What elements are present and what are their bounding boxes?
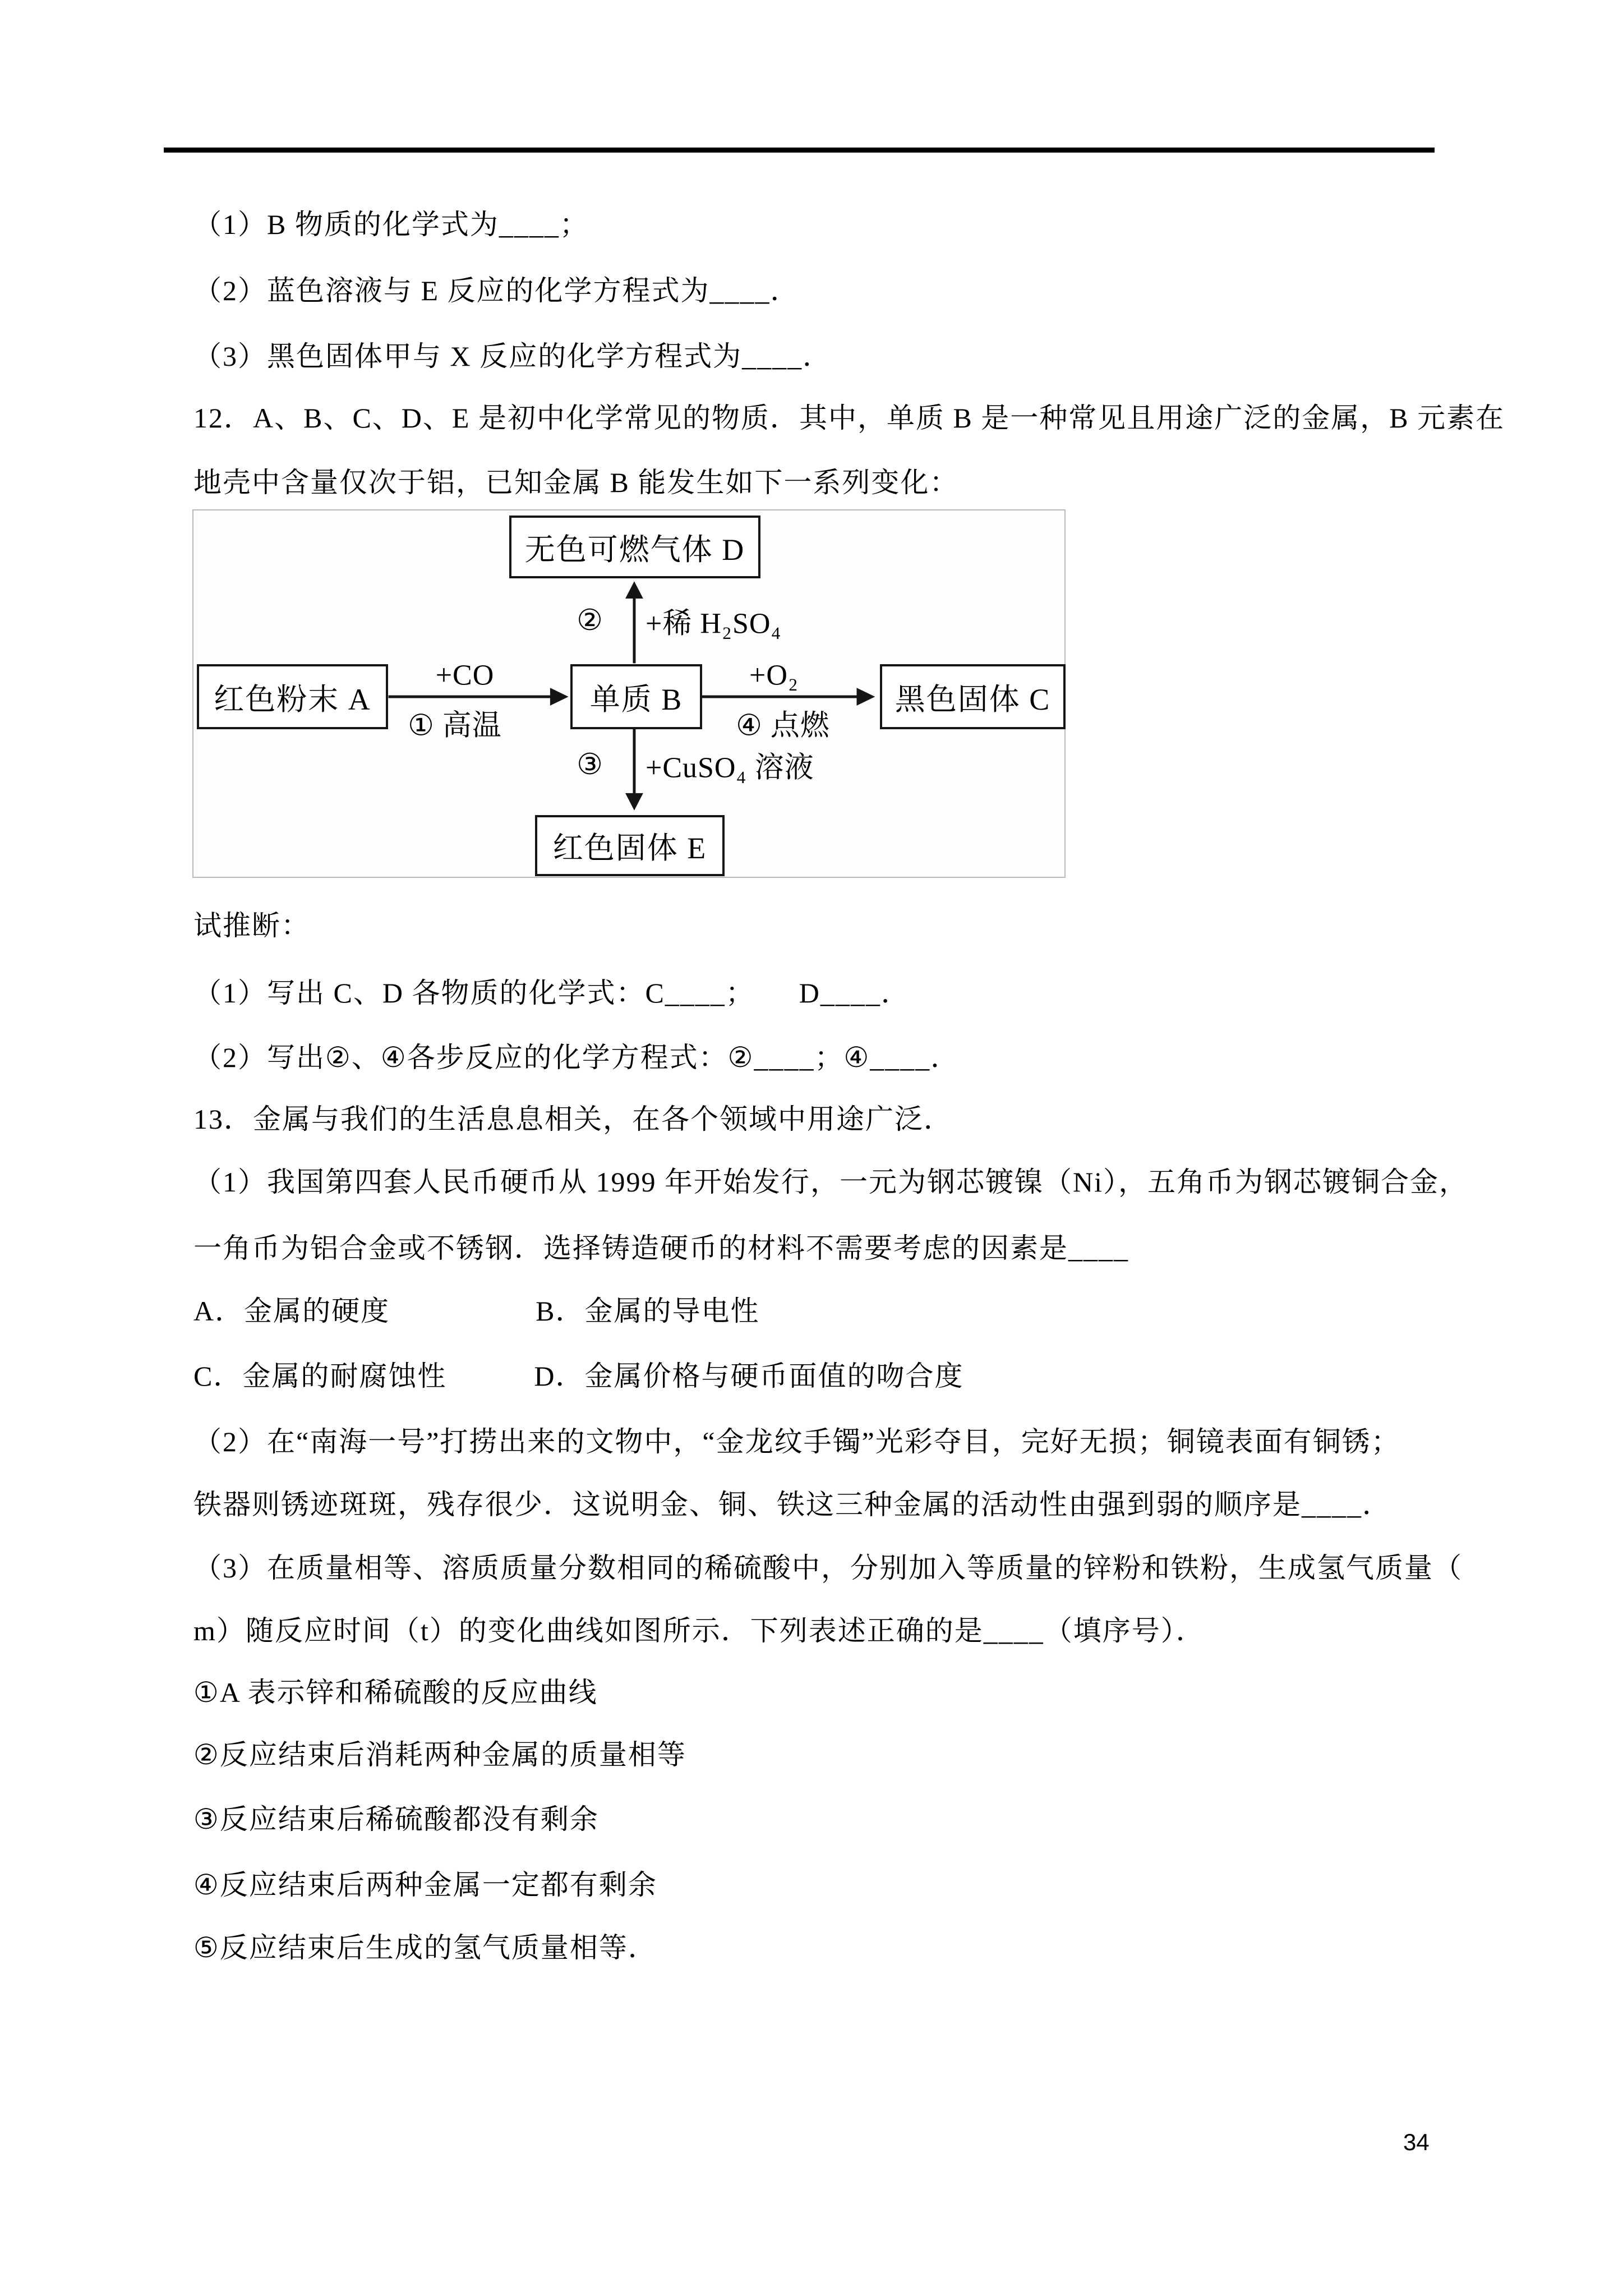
diagram-box-solid-c: 黑色固体 C: [880, 664, 1066, 729]
q13-sub1-line-1: （1）我国第四套人民币硬币从 1999 年开始发行，一元为钢芯镀镍（Ni），五角币为钢芯镀铜合金，: [193, 1166, 1468, 1198]
header-rule: [164, 148, 1435, 153]
label-step3-number: ③: [577, 749, 603, 781]
label-cuso4-solution: +CuSO₄ 溶液: [645, 752, 814, 784]
q13-sub2-line-1: （2）在“南海一号”打捞出来的文物中，“金龙纹手镯”光彩夺目，完好无损；铜镜表面有铜锈；: [193, 1426, 1400, 1457]
q11-blank-line-1: （1）B 物质的化学式为____；: [193, 209, 589, 240]
diagram-box-powder-a: 红色粉末 A: [197, 664, 388, 729]
label-step1-high-temp: ① 高温: [408, 710, 502, 742]
q12-sub-question-2: （2）写出②、④各步反应的化学方程式：②____；④____．: [193, 1042, 960, 1073]
diagram-box-element-b: 单质 B: [570, 664, 702, 729]
q13-sub1-line-2: 一角币为铝合金或不锈钢．选择铸造硬币的材料不需要考虑的因素是____: [193, 1232, 1129, 1264]
label-step4-ignite: ④ 点燃: [736, 710, 830, 742]
q13-intro: 13．金属与我们的生活息息相关，在各个领域中用途广泛．: [193, 1103, 953, 1135]
q13-statement-2: ②反应结束后消耗两种金属的质量相等: [193, 1739, 686, 1770]
q11-blank-line-2: （2）蓝色溶液与 E 反应的化学方程式为____．: [193, 275, 800, 306]
q13-statement-1: ①A 表示锌和稀硫酸的反应曲线: [193, 1677, 598, 1708]
label-plus-o2: +O₂: [749, 659, 799, 692]
label-dilute-h2so4: +稀 H₂SO₄: [645, 608, 782, 640]
label-step2-number: ②: [577, 605, 603, 637]
q12-sub-question-1: （1）写出 C、D 各物质的化学式：C____； D____．: [193, 977, 910, 1009]
label-plus-co: +CO: [435, 659, 495, 692]
diagram-box-solid-e: 红色固体 E: [535, 815, 725, 876]
q13-options-c-d: C．金属的耐腐蚀性 D．金属价格与硬币面值的吻合度: [193, 1360, 964, 1392]
q12-intro-line-2: 地壳中含量仅次于铝，已知金属 B 能发生如下一系列变化：: [193, 467, 959, 498]
page-number: 34: [1403, 2129, 1430, 2155]
q13-statement-4: ④反应结束后两种金属一定都有剩余: [193, 1869, 657, 1901]
q13-sub3-line-1: （3）在质量相等、溶质质量分数相同的稀硫酸中，分别加入等质量的锌粉和铁粉，生成氢气质量（: [193, 1552, 1463, 1584]
q11-blank-line-3: （3）黑色固体甲与 X 反应的化学方程式为____．: [193, 341, 832, 372]
q13-sub3-line-2: m）随反应时间（t）的变化曲线如图所示．下列表述正确的是____（填序号）．: [193, 1615, 1205, 1646]
q12-intro-line-1: 12．A、B、C、D、E 是初中化学常见的物质．其中，单质 B 是一种常见且用途广泛的金属，B 元素在: [193, 402, 1505, 434]
q13-options-a-b: A．金属的硬度 B．金属的导电性: [193, 1295, 760, 1327]
reaction-flow-diagram: [192, 509, 1066, 878]
q13-statement-5: ⑤反应结束后生成的氢气质量相等．: [193, 1932, 657, 1963]
arrow-b-to-d: [625, 581, 643, 663]
diagram-box-gas-d: 无色可燃气体 D: [509, 516, 760, 578]
q13-sub2-line-2: 铁器则锈迹斑斑，残存很少．这说明金、铜、铁这三种金属的活动性由强到弱的顺序是____．: [193, 1489, 1391, 1520]
q12-deduce-prompt: 试推断：: [193, 910, 310, 941]
arrow-b-to-e: [625, 728, 643, 811]
q13-statement-3: ③反应结束后稀硫酸都没有剩余: [193, 1803, 599, 1835]
